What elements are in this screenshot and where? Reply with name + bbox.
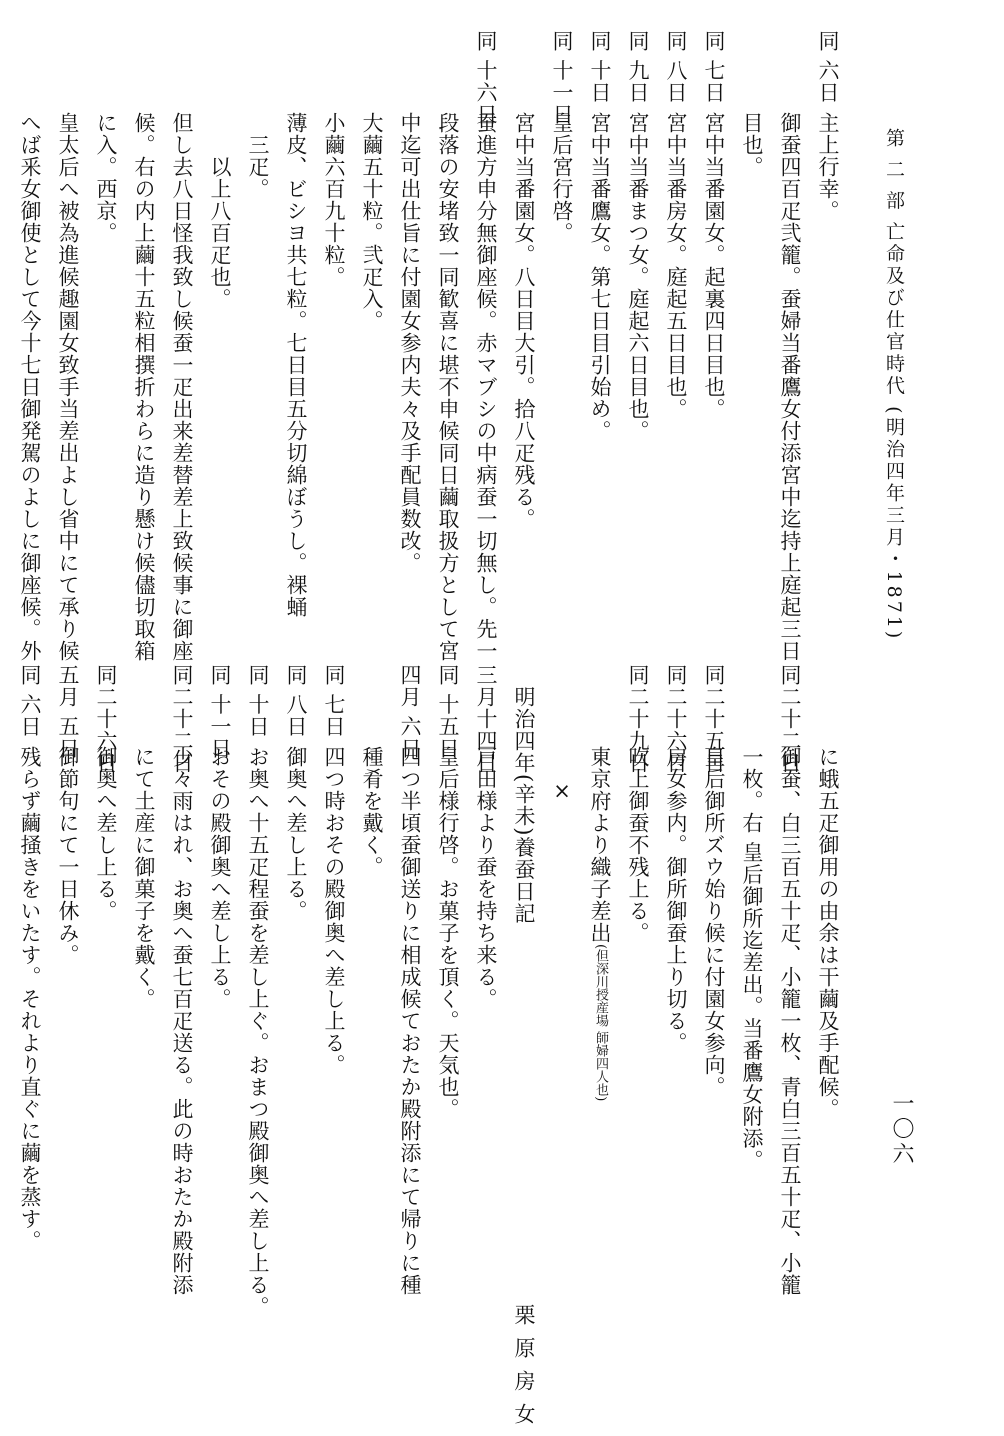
diary-line — [771, 664, 809, 1296]
diary-line — [657, 664, 695, 1224]
running-header: 第 二 部 亡命及び仕官時代 (明治四年三月・1871) — [883, 128, 905, 642]
entry-date: 同 九日 — [626, 30, 650, 104]
entry-text: 主上行幸。 — [816, 112, 840, 222]
entry-text: 御蚕、白三百五十疋、小籠一枚、青白三百五十疋、小籠 — [778, 746, 802, 1296]
entry-date: 三月十四日 — [474, 664, 498, 774]
diary-line — [733, 30, 771, 650]
page-number: 一〇六 — [889, 1092, 914, 1167]
entry-text: 種肴を戴く。 — [360, 746, 384, 878]
entry-text: 小繭六百九十粒。 — [322, 112, 346, 288]
diary-line — [87, 664, 125, 1224]
section-separator: × — [550, 779, 574, 803]
entry-text: 宮中当番園女。起裏四日目也。 — [702, 112, 726, 420]
lower-text-block — [11, 664, 847, 1436]
upper-text-block — [11, 30, 847, 662]
diary-line — [543, 30, 581, 650]
entry-date: 同二十二日 — [170, 664, 194, 774]
diary-line — [201, 30, 239, 650]
entry-date: 同 八日 — [284, 664, 308, 738]
entry-text: 皇后宮行啓。 — [550, 112, 574, 244]
entry-text: 皇后御所ズウ始り候に付園女参向。 — [702, 746, 726, 1098]
entry-date: 同 十一日 — [550, 30, 574, 126]
diary-line — [695, 664, 733, 1224]
entry-text: 御奥へ差し上る。 — [94, 746, 118, 922]
diary-line — [163, 30, 201, 662]
diary-line — [201, 664, 239, 1224]
diary-line — [581, 664, 619, 1224]
entry-text: 大繭五十粒。弐疋入。 — [360, 112, 384, 332]
entry-date: 同 八日 — [664, 30, 688, 104]
entry-text: 四つ時おその殿御奥へ差し上る。 — [322, 746, 346, 1076]
entry-date: 同二十二日 — [778, 664, 802, 774]
entry-text: 東京府より織子差出 — [588, 746, 612, 944]
entry-text: 候。右の内上繭十五粒相撰折わらに造り懸け候儘切取箱 — [132, 112, 156, 662]
entry-text: 皇后様行啓。お菓子を頂く。天気也。 — [436, 746, 460, 1120]
entry-text: 御奥へ差し上る。 — [284, 746, 308, 922]
diary-line — [11, 664, 49, 1252]
entry-date: 同 十六日 — [474, 30, 498, 126]
diary-title-row — [505, 664, 543, 1436]
entry-text: 宮中当番房女。庭起五日目也。 — [664, 112, 688, 420]
entry-date: 同 七日 — [322, 664, 346, 738]
diary-author: 栗原房女 — [512, 1304, 536, 1436]
diary-line — [429, 664, 467, 1224]
entry-text: 房女参内。御所御蚕上り切る。 — [664, 746, 688, 1054]
diary-line — [391, 30, 429, 650]
entry-text: 宮中当番園女。八日目大引。拾八疋残る。 — [512, 112, 536, 530]
diary-line — [87, 30, 125, 650]
entry-text: 以上八百疋也。 — [208, 156, 232, 310]
entry-text: 残らず繭掻きをいたす。それより直ぐに繭を蒸す。 — [18, 746, 42, 1252]
diary-line — [809, 30, 847, 650]
diary-line — [505, 30, 543, 650]
diary-line — [277, 30, 315, 650]
diary-line — [163, 664, 201, 1296]
entry-date: 同 六日 — [18, 664, 42, 738]
entry-text: 皇太后へ被為進候趣園女致手当差出よし省中にて承り候 — [56, 112, 80, 662]
diary-line — [315, 664, 353, 1224]
diary-line — [353, 664, 391, 1224]
diary-line — [125, 30, 163, 662]
entry-date: 同 七日 — [702, 30, 726, 104]
diary-line — [277, 664, 315, 1224]
diary-line — [771, 30, 809, 662]
entry-text: 御蚕四百疋弐籠。蚕婦当番鷹女付添宮中迄持上庭起三日 — [778, 112, 802, 662]
entry-text: にて土産に御菓子を戴く。 — [132, 746, 156, 1010]
entry-text: 御節句にて一日休み。 — [56, 746, 80, 966]
entry-text: 薄皮、ビシヨ共七粒。七日目五分切綿ぼうし。裸蛹 — [284, 112, 308, 618]
entry-date: 同 十日 — [588, 30, 612, 104]
diary-line — [239, 664, 277, 1318]
entry-text: 三疋。 — [246, 134, 270, 200]
entry-date: 同二十九日 — [626, 664, 650, 774]
diary-line — [657, 30, 695, 650]
entry-text: 蚕進方申分無御座候。赤マブシの中病蚕一切無し。先一 — [474, 112, 498, 662]
diary-line — [467, 664, 505, 1224]
entry-text: 但し去八日怪我致し候蚕一疋出来差替差上致候事に御座 — [170, 112, 194, 662]
entry-date: 同 十一日 — [208, 664, 232, 760]
entry-date: 同二十六日 — [664, 664, 688, 774]
diary-line — [695, 30, 733, 650]
entry-date: 同 十五日 — [436, 664, 460, 760]
diary-line — [429, 30, 467, 662]
entry-date: 同二十五日 — [702, 664, 726, 774]
diary-line — [239, 30, 277, 650]
diary-title: 明治四年(辛未)養蚕日記 — [512, 686, 536, 925]
diary-line — [11, 30, 49, 662]
entry-text: に蛾五疋御用の由余は干繭及手配候。 — [816, 746, 840, 1120]
entry-date: 五月 五日 — [56, 664, 80, 760]
diary-line — [467, 30, 505, 662]
entry-text: 目也。 — [740, 112, 764, 178]
entry-text: 宮中当番鷹女。第七日目引始め。 — [588, 112, 612, 442]
entry-text: 中迄可出仕旨に付園女参内夫々及手配員数改。 — [398, 112, 422, 574]
entry-date: 同二十六日 — [94, 664, 118, 774]
diary-line — [353, 30, 391, 650]
diary-line — [809, 664, 847, 1224]
diary-line — [581, 30, 619, 650]
entry-text: 四つ半頃蚕御送りに相成候ておたか殿附添にて帰りに種 — [398, 746, 422, 1296]
diary-line — [391, 664, 429, 1296]
entry-text: 少々雨はれ、お奥へ蚕七百疋送る。此の時おたか殿附添 — [170, 746, 194, 1296]
entry-text: 吹上御蚕不残上る。 — [626, 746, 650, 944]
entry-text: 一枚。右 皇后御所迄差出。当番鷹女附添。 — [740, 746, 764, 1172]
entry-date: 四月 六日 — [398, 664, 422, 760]
diary-line — [125, 664, 163, 1224]
entry-text: おその殿御奥へ差し上る。 — [208, 746, 232, 1010]
entry-text: に入。西京。 — [94, 112, 118, 244]
diary-line — [619, 30, 657, 650]
diary-line — [49, 30, 87, 662]
entry-text: 戸田様より蚕を持ち来る。 — [474, 746, 498, 1010]
entry-text: へば釆女御使として今十七日御発駕のよしに御座候。外 — [18, 112, 42, 662]
inline-note: (但深川授産場 師婦四人也) — [593, 944, 608, 1102]
entry-text: 宮中当番まつ女。庭起六日目也。 — [626, 112, 650, 442]
entry-date: 同 十日 — [246, 664, 270, 738]
entry-text: 段落の安堵致一同歓喜に堪不申候同日繭取扱方として宮 — [436, 112, 460, 662]
diary-line — [315, 30, 353, 650]
diary-line — [733, 664, 771, 1224]
entry-text: お奥へ十五疋程蚕を差し上ぐ。おまつ殿御奥へ差し上る。 — [246, 746, 270, 1318]
diary-line — [619, 664, 657, 1224]
diary-line — [49, 664, 87, 1224]
entry-date: 同 六日 — [816, 30, 840, 104]
